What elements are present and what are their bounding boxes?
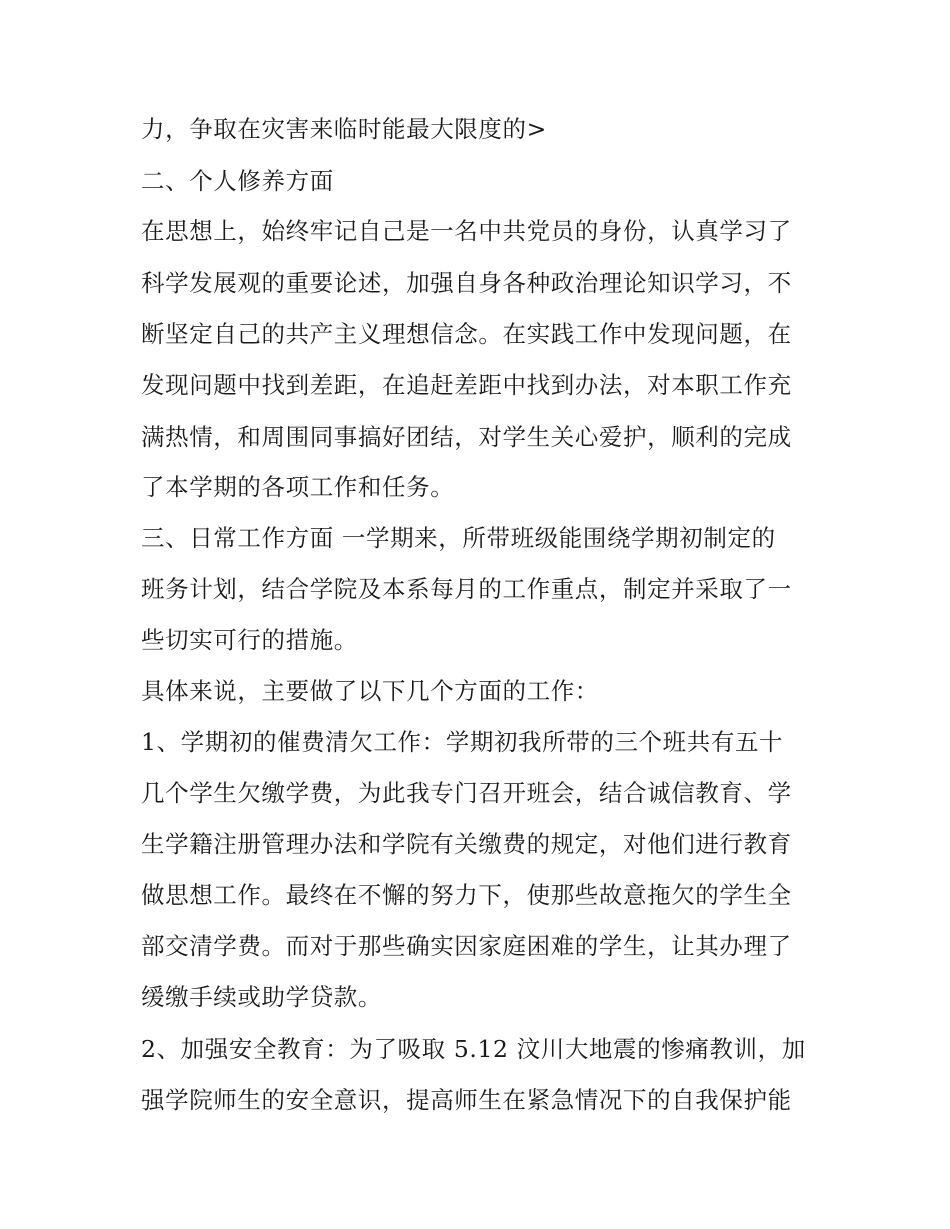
list-item: 2、加强安全教育：为了吸取 5.12 汶川大地震的惨痛教训，加 — [141, 1035, 806, 1063]
text-line: 部交清学费。而对于那些确实因家庭困难的学生，让其办理了 — [141, 932, 792, 960]
text-line: 断坚定自己的共产主义理想信念。在实践工作中发现问题，在 — [141, 320, 792, 348]
text-line: 强学院师生的安全意识，提高师生在紧急情况下的自我保护能 — [141, 1086, 792, 1114]
section-heading: 二、个人修养方面 — [141, 167, 334, 195]
text-line: 发现问题中找到差距，在追赶差距中找到办法，对本职工作充 — [141, 371, 792, 399]
text-line: 些切实可行的措施。 — [141, 626, 358, 654]
text-line: 了本学期的各项工作和任务。 — [141, 473, 455, 501]
text-line: 满热情，和周围同事搞好团结，对学生关心爱护，顺利的完成 — [141, 423, 792, 451]
text-line: 做思想工作。最终在不懈的努力下，使那些故意拖欠的学生全 — [141, 881, 792, 909]
text-line: 几个学生欠缴学费，为此我专门召开班会，结合诚信教育、学 — [141, 779, 792, 807]
section-heading: 三、日常工作方面 一学期来，所带班级能围绕学期初制定的 — [141, 524, 776, 552]
list-item: 1、学期初的催费清欠工作：学期初我所带的三个班共有五十 — [141, 728, 784, 756]
text-line: 在思想上，始终牢记自己是一名中共党员的身份，认真学习了 — [141, 217, 792, 245]
text-line: 缓缴手续或助学贷款。 — [141, 983, 382, 1011]
text-line: 班务计划，结合学院及本系每月的工作重点，制定并采取了一 — [141, 575, 792, 603]
text-line: 力，争取在灾害来临时能最大限度的> — [141, 115, 547, 143]
text-line: 科学发展观的重要论述，加强自身各种政治理论知识学习，不 — [141, 269, 792, 297]
text-line: 生学籍注册管理办法和学院有关缴费的规定，对他们进行教育 — [141, 830, 792, 858]
text-line: 具体来说，主要做了以下几个方面的工作： — [141, 677, 599, 705]
